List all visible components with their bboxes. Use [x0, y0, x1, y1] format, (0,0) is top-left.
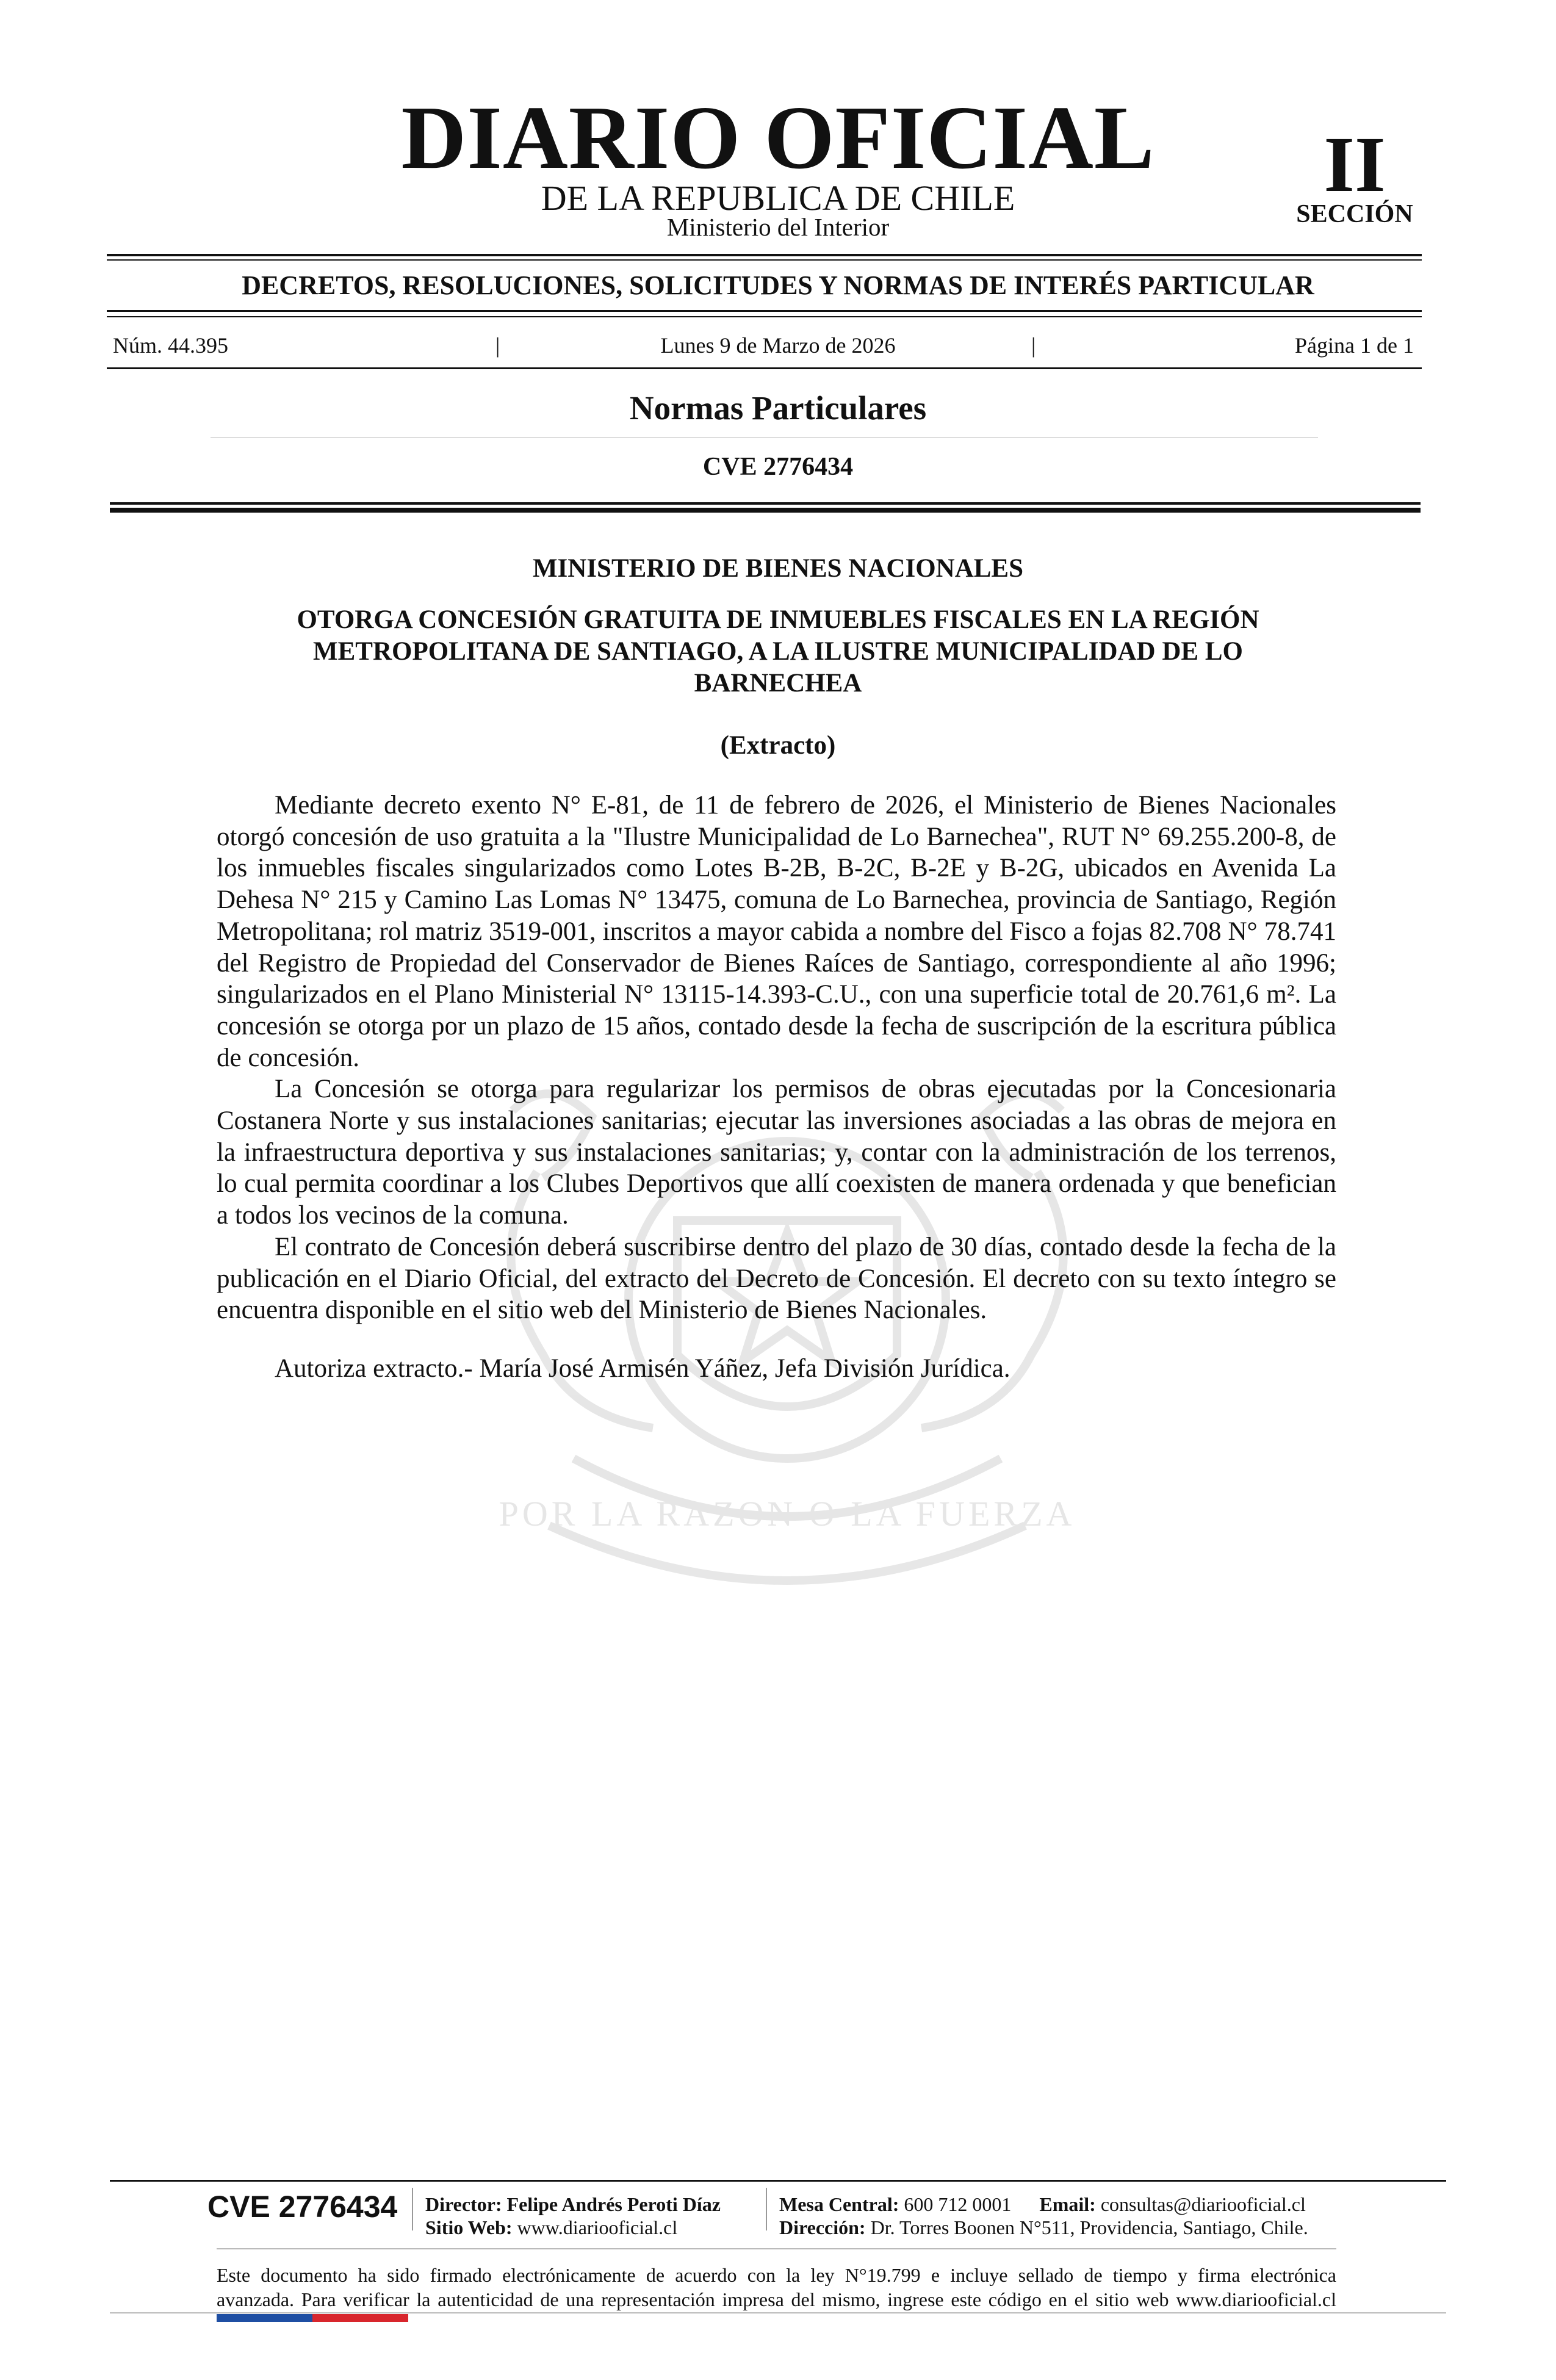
flag-stripe-blue — [217, 2314, 312, 2322]
signature-line: Autoriza extracto.- María José Armisén Yáñez, Jefa División Jurídica. — [275, 1354, 1010, 1383]
document-title-line: BARNECHEA — [694, 669, 862, 698]
phone-label: Mesa Central: — [779, 2193, 899, 2215]
footer-separator — [766, 2188, 767, 2230]
newspaper-subtitle: DE LA REPUBLICA DE CHILE — [541, 178, 1015, 218]
document-body — [217, 790, 1336, 1385]
section-label: SECCIÓN — [1296, 200, 1413, 228]
publication-category: DECRETOS, RESOLUCIONES, SOLICITUDES Y NORMAS DE INTERÉS PARTICULAR — [242, 270, 1314, 300]
footer-bottom-rule — [110, 2312, 1446, 2313]
legal-notice-line: Este documento ha sido firmado electrónicamente de acuerdo con la ley N°19.799 e incluye sellado de tiempo y firma electrónica — [217, 2264, 1336, 2286]
info-bar-divider — [107, 367, 1422, 369]
section-title-underline — [211, 437, 1318, 438]
director-line — [425, 2194, 721, 2214]
extract-label: (Extracto) — [720, 731, 836, 760]
cve-code: CVE 2776434 — [702, 453, 854, 481]
header-bottom-rule-thick — [110, 508, 1421, 513]
masthead-divider — [107, 254, 1422, 256]
watermark-motto: POR LA RAZON O LA FUERZA — [499, 1494, 1076, 1534]
website-link[interactable]: www.diariooficial.cl — [517, 2216, 678, 2238]
contact-line — [779, 2194, 1306, 2214]
website-label: Sitio Web: — [425, 2216, 513, 2238]
address-label: Dirección: — [779, 2216, 866, 2238]
director-label: Director: — [425, 2193, 502, 2215]
footer-top-rule — [110, 2180, 1446, 2182]
email-label: Email: — [1039, 2193, 1096, 2215]
legal-notice-line: avanzada. Para verificar la autenticidad de una representación impresa del mismo, ingrese este código en el sitio web www.diariooficial.cl — [217, 2288, 1336, 2310]
issue-date: Lunes 9 de Marzo de 2026 — [660, 333, 896, 358]
address-value: Dr. Torres Boonen N°511, Providencia, Santiago, Chile. — [870, 2216, 1308, 2238]
website-line — [425, 2218, 677, 2237]
legal-notice — [217, 2263, 1336, 2312]
masthead-divider-thin — [107, 259, 1422, 261]
footer-separator — [412, 2188, 413, 2230]
phone-number: 600 712 0001 — [904, 2193, 1012, 2215]
body-paragraph: Mediante decreto exento N° E-81, de 11 de febrero de 2026, el Ministerio de Bienes Nacionales otorgó concesión de uso gratuita a la "Ilustre Municipalidad de Lo Barnechea", RUT N° 69.255.200-8, de los inmuebles fiscales singularizados como Lotes B-2B, B-2C, B-2E y B-2G, ubicados en Avenida La Dehesa N° 215 y Camino Las Lomas N° 13475, comuna de Lo Barnechea, provincia de Santiago, Región Metropolitana; rol matriz 3519-001, inscritos a mayor cabida a nombre del Fisco a fojas 82.708 N° 78.741 del Registro de Propiedad del Conservador de Bienes Raíces de Santiago, correspondiente al año 1996; singularizados en el Plano Ministerial N° 13115-14.393-C.U., con una superficie total de 20.761,6 m². La concesión se otorga por un plazo de 15 años, contado desde la fecha de suscripción de la escritura pública de concesión. — [217, 791, 1336, 1072]
category-divider — [107, 310, 1422, 312]
page-indicator: Página 1 de 1 — [1295, 333, 1414, 358]
document-title — [232, 604, 1324, 699]
publisher-ministry: Ministerio del Interior — [666, 213, 890, 241]
body-paragraph: El contrato de Concesión deberá suscribirse dentro del plazo de 30 días, contado desde la fecha de la publicación en el Diario Oficial, del extracto del Decreto de Concesión. El decreto con su texto íntegro se encuentra disponible en el sitio web del Ministerio de Bienes Nacionales. — [217, 1232, 1336, 1325]
header-bottom-rule — [110, 502, 1421, 505]
footer-cve-code: CVE 2776434 — [207, 2190, 398, 2224]
email-link[interactable]: consultas@diariooficial.cl — [1100, 2193, 1306, 2215]
flag-stripe-red — [312, 2314, 408, 2322]
category-divider-thin — [107, 316, 1422, 317]
info-separator: | — [495, 333, 500, 358]
issuing-ministry: MINISTERIO DE BIENES NACIONALES — [532, 554, 1024, 583]
document-title-line: OTORGA CONCESIÓN GRATUITA DE INMUEBLES FISCALES EN LA REGIÓN — [297, 605, 1259, 634]
newspaper-title: DIARIO OFICIAL — [401, 88, 1155, 188]
body-paragraph: La Concesión se otorga para regularizar los permisos de obras ejecutadas por la Concesionaria Costanera Norte y sus instalaciones sanitarias; ejecutar las inversiones asociadas a las obras de mejora en la infraestructura deportiva y sus instalaciones sanitarias; y, contar con la administración de los terrenos, lo cual permita coordinar a los Clubes Deportivos que allí coexisten de manera ordenada y que benefician a todos los vecinos de la comuna. — [217, 1075, 1336, 1230]
footer-mid-rule — [217, 2248, 1336, 2249]
director-name: Felipe Andrés Peroti Díaz — [506, 2193, 721, 2215]
section-number: II — [1324, 121, 1386, 209]
info-separator: | — [1031, 333, 1036, 358]
document-title-line: METROPOLITANA DE SANTIAGO, A LA ILUSTRE MUNICIPALIDAD DE LO — [313, 637, 1243, 666]
address-line — [779, 2218, 1308, 2237]
issue-number: Núm. 44.395 — [113, 333, 228, 358]
section-title: Normas Particulares — [629, 389, 927, 427]
